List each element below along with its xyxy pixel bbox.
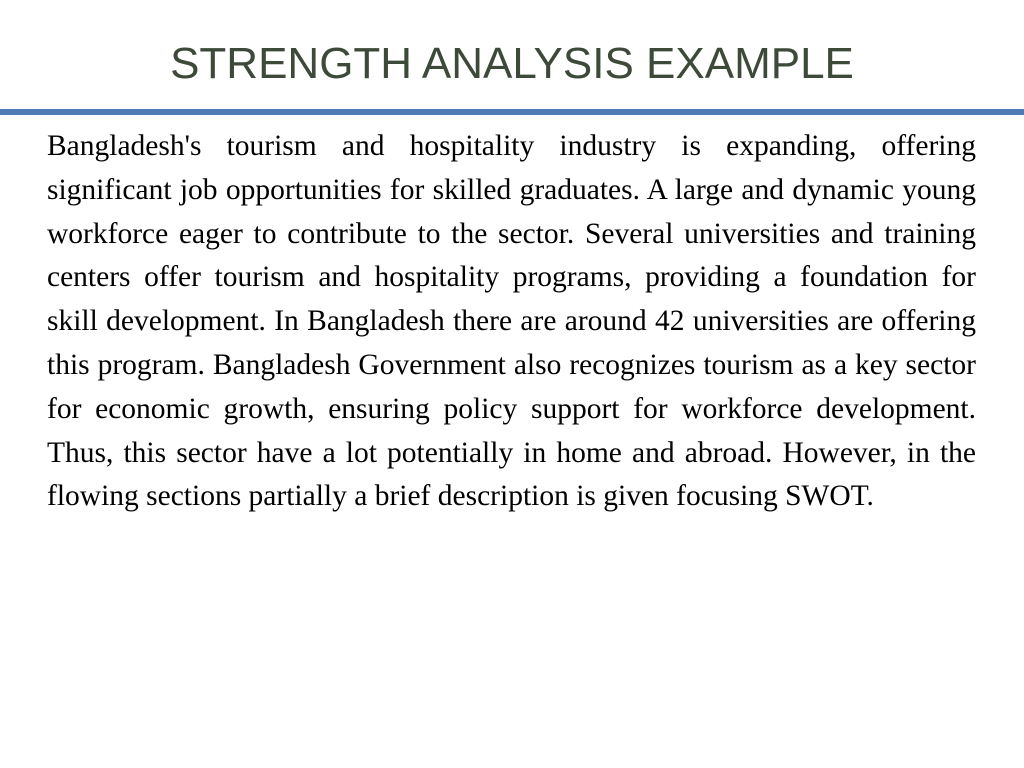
slide-title: STRENGTH ANALYSIS EXAMPLE	[170, 39, 854, 88]
title-divider	[0, 109, 1024, 115]
body-paragraph: Bangladesh's tourism and hospitality industry is expanding, offering significant job opportunities for skilled graduates. A large and dynamic young workforce eager to contribute to the sector. Several universities and training centers offer tourism and hospitality programs, providing a foundation for skill development. In Bangladesh there are around 42 universities are offering this program. Bangladesh Government also recognizes tourism as a key sector for economic growth, ensuring policy support for workforce development. Thus, this sector have a lot potentially in home and abroad. However, in the flowing sections partially a brief description is given focusing SWOT.	[47, 130, 976, 513]
